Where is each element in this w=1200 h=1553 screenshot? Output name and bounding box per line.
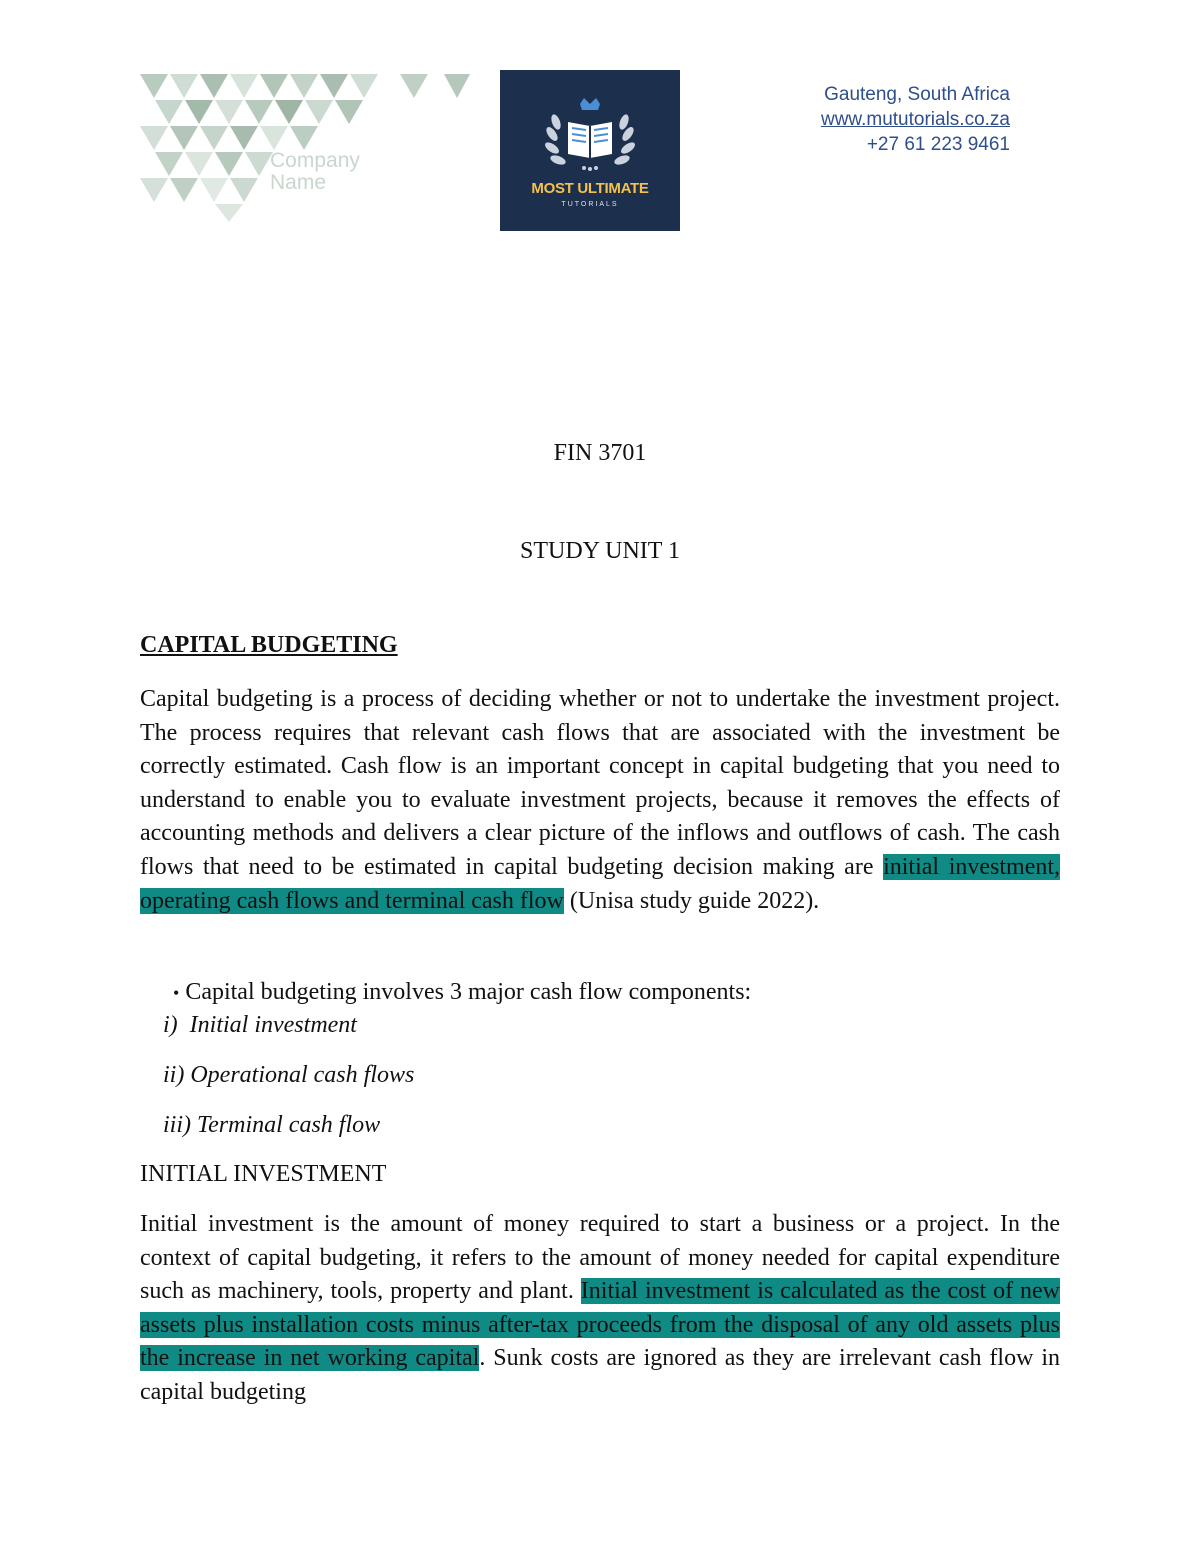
section-heading-capital-budgeting: CAPITAL BUDGETING [140, 632, 398, 658]
paragraph-initial-investment [140, 1208, 1060, 1410]
course-code: FIN 3701 [553, 440, 647, 466]
study-unit-title: STUDY UNIT 1 [520, 538, 680, 564]
list-number: iii) [163, 1112, 191, 1138]
list-number: i) [163, 1012, 178, 1038]
paragraph-text: . Sunk costs are ignored as they are irrelevant cash flow in capital budgeting [140, 1345, 1060, 1405]
paragraph-capital-budgeting [140, 683, 1060, 918]
bullet-icon: • [173, 983, 180, 1003]
contact-phone: +27 61 223 9461 [866, 134, 1010, 155]
highlighted-text: initial investment, operating cash flows and terminal cash flow [140, 853, 1061, 914]
bullet-item [173, 979, 751, 1006]
contact-location: Gauteng, South Africa [824, 84, 1010, 105]
paragraph-text: (Unisa study guide 2022). [563, 887, 820, 914]
list-item [163, 1062, 414, 1089]
brand-subtitle: TUTORIALS [561, 201, 619, 208]
list-text: Terminal cash flow [197, 1112, 381, 1138]
contact-info [821, 82, 1010, 157]
list-number: ii) [163, 1062, 185, 1088]
list-item [163, 1112, 380, 1139]
list-text: Operational cash flows [190, 1062, 415, 1088]
list-item [163, 1012, 357, 1039]
bullet-text: Capital budgeting involves 3 major cash flow components: [185, 979, 752, 1005]
brand-logo [500, 70, 680, 231]
paragraph-text: Initial investment is the amount of money required to start a business or a project. In the context of capital budgeting, it refers to the amount of money needed for capital expenditure such as machinery, tools, property and plant. [140, 1211, 1060, 1305]
highlighted-text: Initial investment is calculated as the cost of new assets plus installation costs minus after-tax proceeds from the disposal of any old assets plus the increase in net working capital [140, 1278, 1060, 1372]
company-name-placeholder: Company Name [270, 149, 360, 194]
list-text: Initial investment [189, 1012, 357, 1038]
brand-title: MOST ULTIMATE [531, 180, 649, 197]
paragraph-text: Capital budgeting is a process of deciding whether or not to undertake the investment project. The process requires that relevant cash flows that are associated with the investment be correctly estimated. Cash flow is an important concept in capital budgeting that you need to understand to enable you to evaluate investment projects, because it removes the effects of accounting methods and delivers a clear picture of the inflows and outflows of cash. The cash flows that need to be estimated in capital budgeting decision making are [140, 686, 1060, 880]
section-heading-initial-investment: INITIAL INVESTMENT [140, 1161, 387, 1187]
website-link[interactable]: www.mututorials.co.za [820, 109, 1010, 130]
book-laurel-icon [500, 70, 680, 180]
